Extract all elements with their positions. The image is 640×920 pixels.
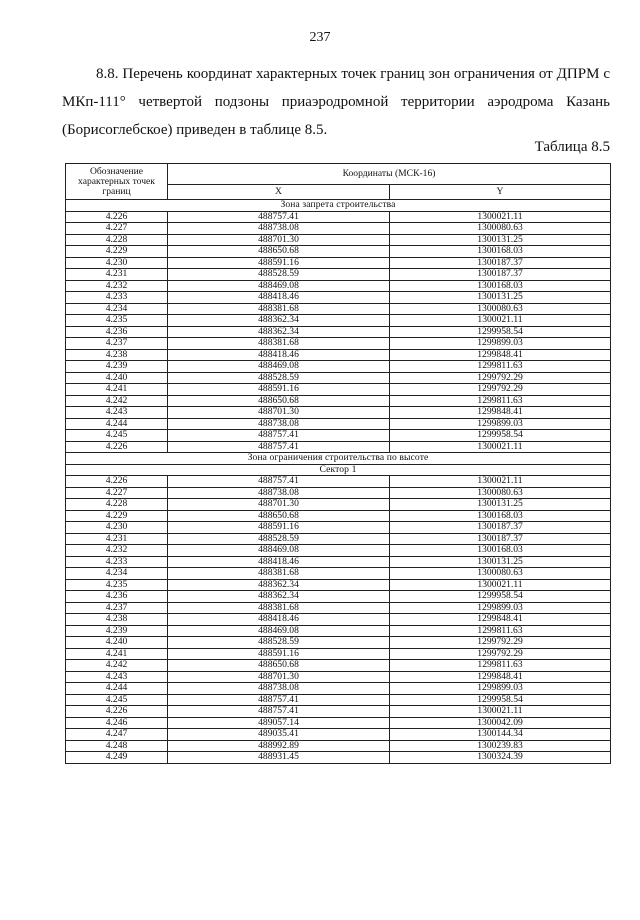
cell-point-id: 4.244	[66, 683, 168, 695]
cell-point-id: 4.231	[66, 533, 168, 545]
cell-y: 1300080.63	[390, 568, 611, 580]
cell-point-id: 4.230	[66, 257, 168, 269]
cell-y: 1299848.41	[390, 671, 611, 683]
cell-y: 1300324.39	[390, 752, 611, 764]
cell-y: 1300021.11	[390, 315, 611, 327]
cell-y: 1300131.25	[390, 292, 611, 304]
header-coordinates: Координаты (МСК-16)	[168, 164, 611, 185]
table-row	[66, 740, 611, 752]
table-body	[66, 200, 611, 764]
cell-point-id: 4.238	[66, 614, 168, 626]
cell-point-id: 4.245	[66, 694, 168, 706]
cell-y: 1300042.09	[390, 717, 611, 729]
table-row	[66, 395, 611, 407]
cell-y: 1300187.37	[390, 533, 611, 545]
table-row	[66, 579, 611, 591]
cell-y: 1299958.54	[390, 430, 611, 442]
cell-x: 488650.68	[168, 246, 390, 258]
cell-point-id: 4.229	[66, 246, 168, 258]
table-row	[66, 430, 611, 442]
cell-y: 1300168.03	[390, 545, 611, 557]
cell-x: 488418.46	[168, 614, 390, 626]
cell-point-id: 4.248	[66, 740, 168, 752]
cell-point-id: 4.247	[66, 729, 168, 741]
section-subtitle-label: Сектор 1	[66, 464, 611, 476]
table-row	[66, 671, 611, 683]
cell-y: 1299848.41	[390, 407, 611, 419]
cell-point-id: 4.236	[66, 326, 168, 338]
cell-y: 1300168.03	[390, 280, 611, 292]
cell-point-id: 4.235	[66, 579, 168, 591]
table-row	[66, 602, 611, 614]
table-row	[66, 303, 611, 315]
cell-point-id: 4.241	[66, 648, 168, 660]
table-row	[66, 648, 611, 660]
cell-point-id: 4.243	[66, 407, 168, 419]
cell-point-id: 4.240	[66, 637, 168, 649]
cell-point-id: 4.242	[66, 660, 168, 672]
cell-x: 488650.68	[168, 660, 390, 672]
table-row	[66, 660, 611, 672]
table-row	[66, 522, 611, 534]
cell-point-id: 4.228	[66, 234, 168, 246]
cell-y: 1300021.11	[390, 476, 611, 488]
cell-y: 1300187.37	[390, 269, 611, 281]
cell-y: 1299899.03	[390, 418, 611, 430]
cell-y: 1299811.63	[390, 625, 611, 637]
cell-x: 488362.34	[168, 326, 390, 338]
table-row	[66, 418, 611, 430]
cell-y: 1300080.63	[390, 487, 611, 499]
table-row	[66, 384, 611, 396]
cell-x: 488469.08	[168, 361, 390, 373]
table-row	[66, 280, 611, 292]
cell-x: 488931.45	[168, 752, 390, 764]
cell-point-id: 4.231	[66, 269, 168, 281]
cell-x: 488701.30	[168, 234, 390, 246]
cell-x: 488381.68	[168, 303, 390, 315]
cell-point-id: 4.233	[66, 556, 168, 568]
cell-point-id: 4.232	[66, 545, 168, 557]
cell-y: 1299958.54	[390, 694, 611, 706]
cell-x: 488738.08	[168, 418, 390, 430]
cell-y: 1300131.25	[390, 499, 611, 511]
cell-point-id: 4.249	[66, 752, 168, 764]
table-row	[66, 568, 611, 580]
cell-y: 1300144.34	[390, 729, 611, 741]
cell-y: 1300080.63	[390, 223, 611, 235]
table-row	[66, 326, 611, 338]
table-row	[66, 476, 611, 488]
table-row	[66, 407, 611, 419]
cell-x: 488757.41	[168, 476, 390, 488]
table-row	[66, 706, 611, 718]
cell-point-id: 4.232	[66, 280, 168, 292]
cell-y: 1300021.11	[390, 441, 611, 453]
cell-point-id: 4.226	[66, 441, 168, 453]
table-row	[66, 614, 611, 626]
cell-y: 1300080.63	[390, 303, 611, 315]
cell-y: 1300239.83	[390, 740, 611, 752]
cell-point-id: 4.236	[66, 591, 168, 603]
cell-x: 488362.34	[168, 579, 390, 591]
cell-y: 1299958.54	[390, 326, 611, 338]
cell-point-id: 4.227	[66, 223, 168, 235]
cell-x: 488528.59	[168, 372, 390, 384]
cell-y: 1299899.03	[390, 683, 611, 695]
cell-point-id: 4.245	[66, 430, 168, 442]
cell-y: 1300021.11	[390, 579, 611, 591]
cell-x: 488591.16	[168, 384, 390, 396]
table-row	[66, 556, 611, 568]
cell-y: 1300131.25	[390, 556, 611, 568]
cell-y: 1299848.41	[390, 349, 611, 361]
table-row	[66, 545, 611, 557]
table-row	[66, 315, 611, 327]
cell-point-id: 4.239	[66, 625, 168, 637]
cell-point-id: 4.244	[66, 418, 168, 430]
intro-paragraph: 8.8. Перечень координат характерных точек границ зон ограничения от ДПРМ с МКп-111° четвертой подзоны приаэродромной территории аэродрома Казань (Борисоглебское) приведен в таблице 8.5.	[62, 66, 610, 138]
cell-x: 488757.41	[168, 430, 390, 442]
cell-point-id: 4.226	[66, 211, 168, 223]
cell-point-id: 4.228	[66, 499, 168, 511]
cell-y: 1300187.37	[390, 522, 611, 534]
cell-x: 488701.30	[168, 671, 390, 683]
table-row	[66, 338, 611, 350]
cell-y: 1299958.54	[390, 591, 611, 603]
cell-x: 488992.89	[168, 740, 390, 752]
cell-y: 1299792.29	[390, 384, 611, 396]
section-title-label: Зона ограничения строительства по высоте	[66, 453, 611, 465]
cell-y: 1299811.63	[390, 395, 611, 407]
cell-point-id: 4.237	[66, 338, 168, 350]
cell-y: 1299899.03	[390, 338, 611, 350]
table-row	[66, 223, 611, 235]
table-row	[66, 487, 611, 499]
table-caption: Таблица 8.5	[534, 139, 610, 155]
cell-point-id: 4.226	[66, 706, 168, 718]
table-row	[66, 591, 611, 603]
cell-x: 488469.08	[168, 545, 390, 557]
cell-point-id: 4.234	[66, 303, 168, 315]
cell-point-id: 4.243	[66, 671, 168, 683]
cell-x: 488650.68	[168, 395, 390, 407]
cell-point-id: 4.233	[66, 292, 168, 304]
cell-x: 488381.68	[168, 568, 390, 580]
table-row	[66, 257, 611, 269]
cell-x: 488738.08	[168, 683, 390, 695]
cell-x: 488528.59	[168, 637, 390, 649]
cell-point-id: 4.230	[66, 522, 168, 534]
cell-x: 488418.46	[168, 556, 390, 568]
cell-x: 488757.41	[168, 441, 390, 453]
cell-point-id: 4.235	[66, 315, 168, 327]
cell-point-id: 4.241	[66, 384, 168, 396]
cell-x: 488418.46	[168, 292, 390, 304]
cell-y: 1299811.63	[390, 660, 611, 672]
cell-y: 1299792.29	[390, 637, 611, 649]
table-row	[66, 349, 611, 361]
cell-y: 1300168.03	[390, 510, 611, 522]
table-row	[66, 625, 611, 637]
table-row	[66, 637, 611, 649]
cell-x: 488362.34	[168, 315, 390, 327]
cell-x: 488591.16	[168, 648, 390, 660]
cell-x: 488757.41	[168, 211, 390, 223]
table-row	[66, 510, 611, 522]
header-y: Y	[390, 185, 611, 200]
table-row	[66, 361, 611, 373]
cell-point-id: 4.227	[66, 487, 168, 499]
table-row	[66, 729, 611, 741]
cell-x: 488701.30	[168, 407, 390, 419]
cell-y: 1299848.41	[390, 614, 611, 626]
cell-x: 488469.08	[168, 625, 390, 637]
cell-y: 1299811.63	[390, 361, 611, 373]
table-row	[66, 441, 611, 453]
cell-point-id: 4.226	[66, 476, 168, 488]
cell-y: 1300168.03	[390, 246, 611, 258]
cell-point-id: 4.229	[66, 510, 168, 522]
cell-x: 488528.59	[168, 533, 390, 545]
table-row	[66, 246, 611, 258]
coordinates-table	[65, 163, 611, 764]
cell-x: 488362.34	[168, 591, 390, 603]
cell-x: 488591.16	[168, 522, 390, 534]
table-row	[66, 717, 611, 729]
table-row	[66, 683, 611, 695]
table-row	[66, 752, 611, 764]
cell-y: 1300187.37	[390, 257, 611, 269]
cell-x: 488381.68	[168, 602, 390, 614]
header-x: X	[168, 185, 390, 200]
table-row	[66, 372, 611, 384]
cell-point-id: 4.238	[66, 349, 168, 361]
cell-point-id: 4.237	[66, 602, 168, 614]
section-title	[66, 200, 611, 212]
cell-y: 1300131.25	[390, 234, 611, 246]
table-row	[66, 533, 611, 545]
section-title	[66, 453, 611, 465]
page-number: 237	[309, 30, 331, 45]
cell-x: 488757.41	[168, 706, 390, 718]
cell-x: 488738.08	[168, 487, 390, 499]
cell-point-id: 4.239	[66, 361, 168, 373]
section-title-label: Зона запрета строительства	[66, 200, 611, 212]
cell-x: 488738.08	[168, 223, 390, 235]
cell-x: 488757.41	[168, 694, 390, 706]
table-row	[66, 499, 611, 511]
cell-point-id: 4.234	[66, 568, 168, 580]
cell-point-id: 4.242	[66, 395, 168, 407]
header-point-name: Обозначение характерных точек границ	[66, 164, 168, 200]
cell-x: 488418.46	[168, 349, 390, 361]
table-row	[66, 234, 611, 246]
table-row	[66, 269, 611, 281]
cell-x: 488701.30	[168, 499, 390, 511]
cell-x: 489035.41	[168, 729, 390, 741]
cell-x: 488469.08	[168, 280, 390, 292]
cell-y: 1299792.29	[390, 648, 611, 660]
cell-y: 1300021.11	[390, 706, 611, 718]
cell-x: 488381.68	[168, 338, 390, 350]
table-row	[66, 211, 611, 223]
table-row	[66, 292, 611, 304]
cell-x: 488591.16	[168, 257, 390, 269]
cell-y: 1299899.03	[390, 602, 611, 614]
cell-x: 488528.59	[168, 269, 390, 281]
cell-point-id: 4.246	[66, 717, 168, 729]
cell-x: 488650.68	[168, 510, 390, 522]
cell-y: 1299792.29	[390, 372, 611, 384]
cell-y: 1300021.11	[390, 211, 611, 223]
cell-x: 489057.14	[168, 717, 390, 729]
cell-point-id: 4.240	[66, 372, 168, 384]
table-row	[66, 694, 611, 706]
section-subtitle	[66, 464, 611, 476]
